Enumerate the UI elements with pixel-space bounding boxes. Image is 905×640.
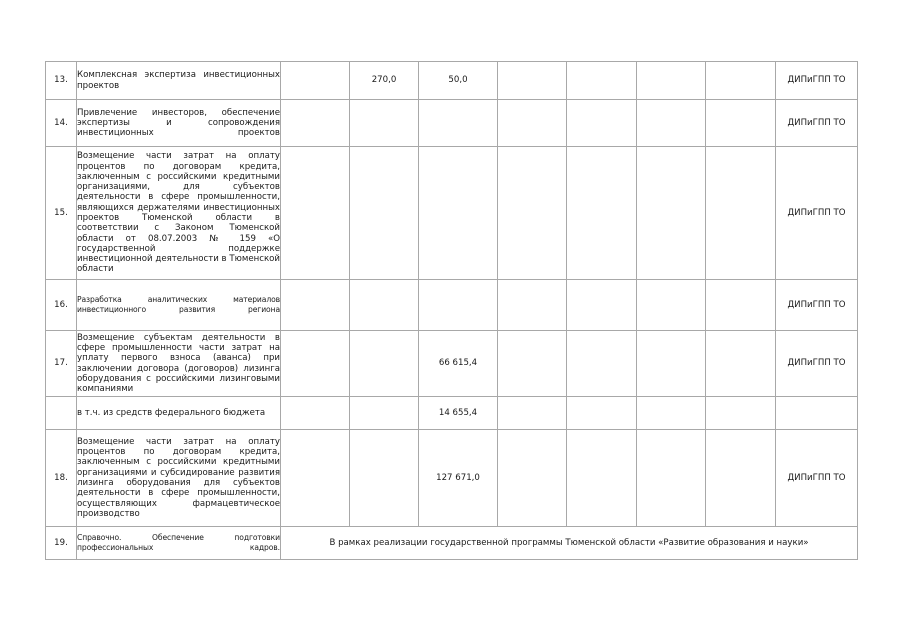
row-description: Привлечение инвесторов, обеспечение экспертизы и сопровождения инвестиционных проектов: [77, 100, 281, 147]
cell: [706, 430, 776, 527]
merged-note: В рамках реализации государственной программы Тюменской области «Развитие образования и науки»: [281, 527, 858, 560]
cell: [419, 280, 498, 331]
table-row: [46, 527, 858, 560]
cell: [281, 100, 350, 147]
cell: [281, 430, 350, 527]
row-executor: [776, 397, 858, 430]
row-executor: ДИПиГПП ТО: [776, 100, 858, 147]
cell: [706, 331, 776, 397]
cell: [350, 397, 419, 430]
cell: [350, 331, 419, 397]
table-row: [46, 331, 858, 397]
cell: [350, 147, 419, 280]
cell-value: 270,0: [350, 62, 419, 100]
row-description: Комплексная экспертиза инвестиционных проектов: [77, 62, 281, 100]
row-description-text: Разработка аналитических материалов инвестиционного развития региона: [77, 294, 280, 314]
cell: [419, 100, 498, 147]
cell: [419, 147, 498, 280]
row-description: [77, 527, 281, 560]
program-table: [45, 61, 858, 560]
row-description: Возмещение части затрат на оплату процентов по договорам кредита, заключенным с российскими кредитными организациями и субсидирование развития лизинга оборудования для субъектов деятельности в сфере промышленности, осуществляющих фармацевтическое производство: [77, 430, 281, 527]
cell-value: 66 615,4: [419, 331, 498, 397]
cell: [637, 62, 706, 100]
row-description: [77, 280, 281, 331]
cell: [706, 147, 776, 280]
row-number: 14.: [46, 100, 77, 147]
cell: [637, 280, 706, 331]
row-number: [46, 397, 77, 430]
cell: [498, 62, 567, 100]
cell: [637, 147, 706, 280]
cell: [706, 100, 776, 147]
cell: [498, 331, 567, 397]
row-description: Возмещение субъектам деятельности в сфере промышленности части затрат на уплату первого взноса (аванса) при заключении договора (договоров) лизинга оборудования с российскими лизинговыми компаниями: [77, 331, 281, 397]
cell: [567, 100, 637, 147]
cell: [498, 100, 567, 147]
cell: [637, 100, 706, 147]
cell: [281, 397, 350, 430]
cell: [498, 280, 567, 331]
cell: [706, 397, 776, 430]
row-executor: ДИПиГПП ТО: [776, 62, 858, 100]
cell: [498, 430, 567, 527]
cell: [498, 397, 567, 430]
cell: [637, 430, 706, 527]
row-number: 17.: [46, 331, 77, 397]
row-executor: ДИПиГПП ТО: [776, 280, 858, 331]
cell: [706, 280, 776, 331]
cell: [567, 280, 637, 331]
table-row: [46, 147, 858, 280]
cell: [281, 331, 350, 397]
cell: [281, 280, 350, 331]
table-row: [46, 62, 858, 100]
cell: [567, 62, 637, 100]
row-description: в т.ч. из средств федерального бюджета: [77, 397, 281, 430]
row-number: 19.: [46, 527, 77, 560]
cell: [637, 397, 706, 430]
cell: [350, 100, 419, 147]
cell: [281, 147, 350, 280]
row-number: 15.: [46, 147, 77, 280]
table-row: [46, 100, 858, 147]
row-executor: ДИПиГПП ТО: [776, 147, 858, 280]
cell: [350, 430, 419, 527]
row-executor: ДИПиГПП ТО: [776, 430, 858, 527]
row-description: Возмещение части затрат на оплату процентов по договорам кредита, заключенным с российскими кредитными организациями, для субъектов деятельности в сфере промышленности, являющихся держателями инвестиционных проектов Тюменской области в соответствии с Законом Тюменской области от 08.07.2003 № 159 «О государственной поддержке инвестиционной деятельности в Тюменской области: [77, 147, 281, 280]
row-number: 13.: [46, 62, 77, 100]
cell: [281, 62, 350, 100]
cell-value: 14 655,4: [419, 397, 498, 430]
row-description-text: Справочно. Обеспечение подготовки профессиональных кадров.: [77, 532, 280, 552]
table-row: [46, 430, 858, 527]
row-number: 16.: [46, 280, 77, 331]
cell: [350, 280, 419, 331]
table-row: [46, 280, 858, 331]
cell: [567, 397, 637, 430]
row-number: 18.: [46, 430, 77, 527]
cell: [637, 331, 706, 397]
cell: [567, 430, 637, 527]
cell: [567, 147, 637, 280]
cell-value: 127 671,0: [419, 430, 498, 527]
cell: [498, 147, 567, 280]
row-executor: ДИПиГПП ТО: [776, 331, 858, 397]
cell-value: 50,0: [419, 62, 498, 100]
cell: [706, 62, 776, 100]
table-row: [46, 397, 858, 430]
cell: [567, 331, 637, 397]
